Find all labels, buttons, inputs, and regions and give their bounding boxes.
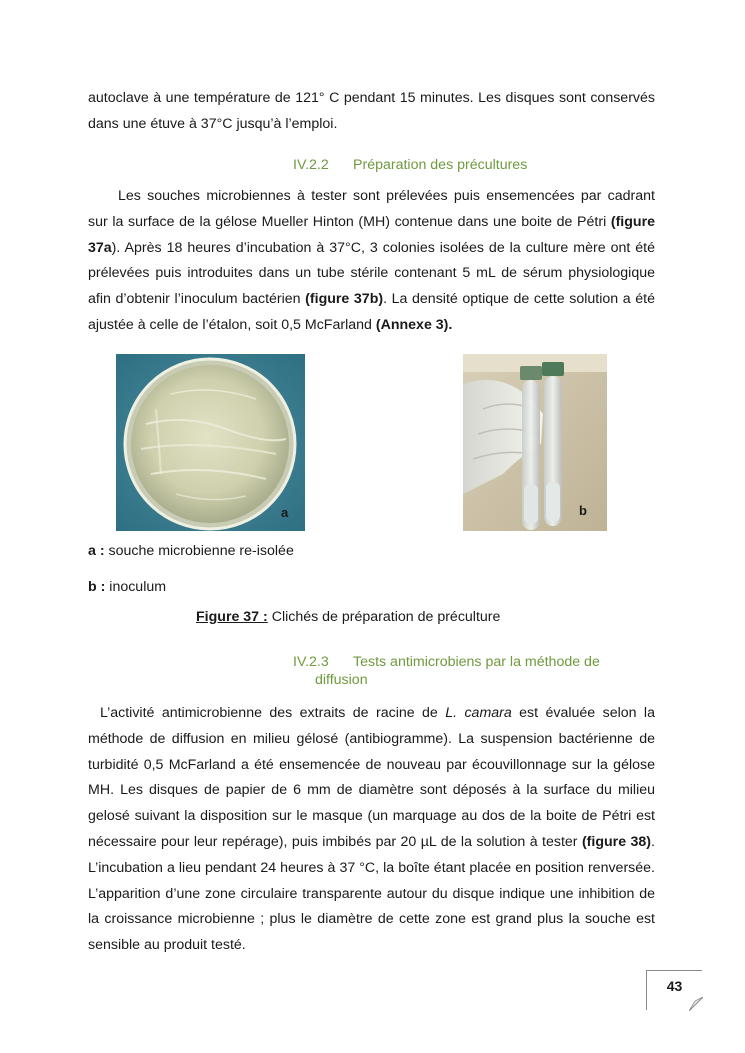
diffusion-paragraph [88, 701, 655, 959]
figure-caption-text: Clichés de préparation de préculture [267, 609, 501, 625]
para1-text-2: ). Après 18 heures d’incubation à 37°C, 3 colonies isolées de la culture mère ont été prélevées puis introduites dans un tube stérile contenant 5 mL de sérum physiologique afin d’obtenir l’inoculum bactérien [88, 239, 655, 308]
intro-text: autoclave à une température de 121° C pendant 15 minutes. Les disques sont conservés dans une étuve à 37°C jusqu’à l’emploi. [88, 90, 655, 132]
figure-legend-b [88, 579, 166, 595]
figure-caption-label: Figure 37 : [196, 609, 268, 625]
para1-ref-annexe3: (Annexe 3). [375, 316, 453, 333]
para2-text-1: L’activité antimicrobienne des extraits de racine de [100, 705, 446, 721]
section-title: Préparation des précultures [353, 157, 528, 173]
legend-a-key: a : [88, 543, 105, 559]
inoculum-tubes-image [463, 354, 607, 531]
figure-legend-a [88, 543, 294, 559]
para2-ref-fig38: (figure 38) [581, 833, 652, 850]
para1-text-3: . La densité optique de cette solution a été ajustée à celle de l’étalon, soit 0,5 McFarland [88, 291, 656, 333]
intro-paragraph [88, 86, 655, 138]
photo-label-a: a [281, 505, 289, 520]
page-number: 43 [666, 978, 683, 994]
petri-dish-image [116, 354, 305, 531]
page-number-box [646, 970, 702, 1010]
section-heading-iv-2-3 [293, 653, 600, 689]
photo-label-b: b [579, 503, 587, 518]
page-corner-fold-icon [689, 997, 703, 1011]
petri-dish-photo [116, 354, 305, 531]
para1-ref-fig37b: (figure 37b) [305, 291, 384, 308]
legend-b-key: b : [88, 579, 106, 595]
legend-b-text: inoculum [105, 579, 167, 595]
section-number: IV.2.3 [293, 654, 329, 670]
para1-ref-fig37a: (figure 37a [88, 213, 655, 256]
para2-text-2: est évaluée selon la méthode de diffusion en milieu gélosé (antibiogramme). La suspension bactérienne de turbidité 0,5 McFarland a été ensemencée de nouveau par écouvillonnage sur la gélose MH. Les disques de papier de 6 mm de diamètre sont déposés à la surface du milieu gelosé suivant la disposition sur le masque (un marquage au dos de la boite de Pétri est nécessaire pour leur repérage), puis imbibés par 20 µL de la solution à tester [88, 705, 655, 850]
para1-text-1: Les souches microbiennes à tester sont prélevées puis ensemencées par cadrant sur la surface de la gélose Mueller Hinton (MH) contenue dans une boite de Pétri [88, 188, 655, 230]
figure-caption [196, 609, 500, 625]
para2-text-3: . L’incubation a lieu pendant 24 heures à 37 °C, la boîte étant placée en position renversée. L’apparition d’une zone circulaire transparente autour du disque indique une inhibition de la croissance microbienne ; plus le diamètre de cette zone est grand plus la souche est sensible au produit testé. [88, 833, 655, 954]
section-title-line2: diffusion [315, 672, 368, 688]
section-title-line1: Tests antimicrobiens par la méthode de [353, 654, 600, 670]
section-number: IV.2.2 [293, 157, 329, 173]
inoculum-tubes-photo [463, 354, 607, 531]
section-heading-iv-2-2 [293, 156, 527, 174]
preculture-paragraph [88, 184, 655, 339]
para2-species-name: L. camara [445, 705, 512, 721]
legend-a-text: souche microbienne re-isolée [104, 543, 294, 559]
